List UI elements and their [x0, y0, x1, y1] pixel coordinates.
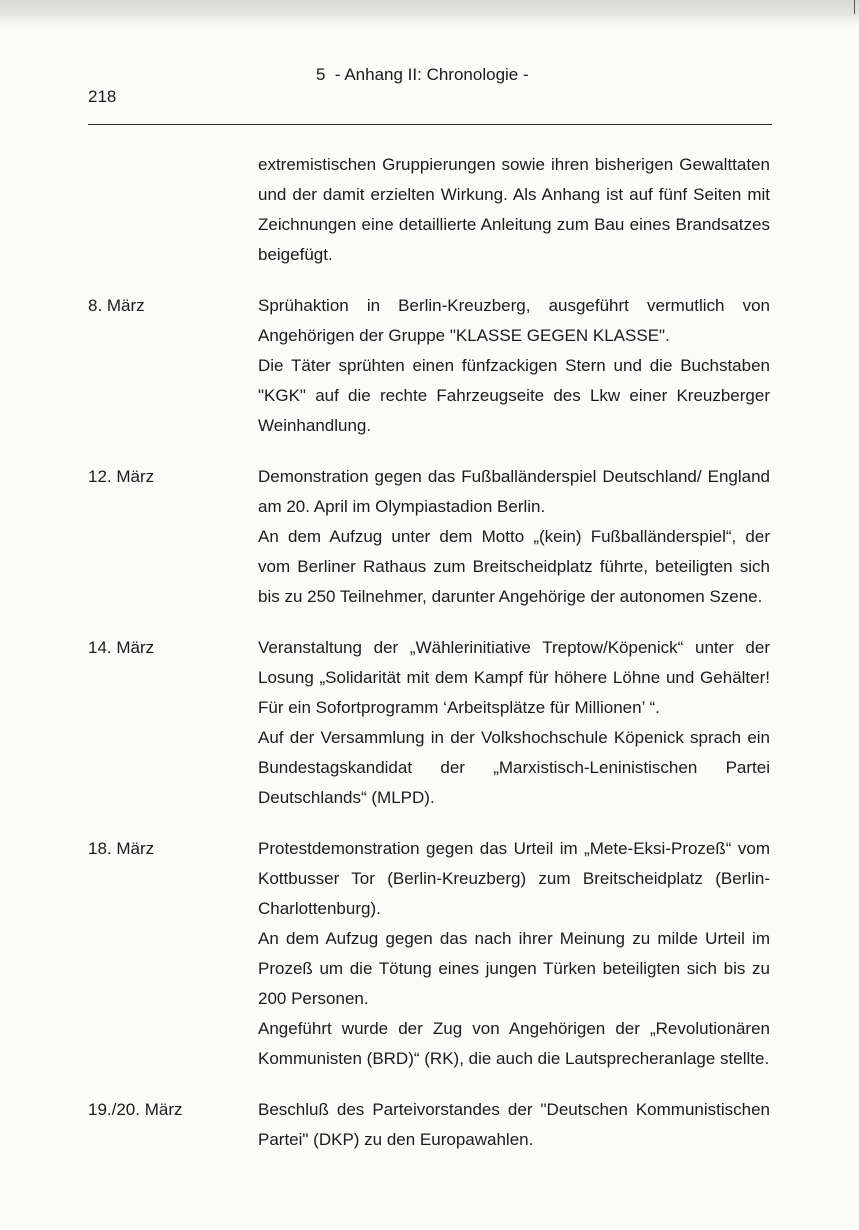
entry-paragraph: An dem Aufzug unter dem Motto „(kein) Fußballänderspiel“, der vom Berliner Rathaus zum Breitscheidplatz führte, beteiligten sich bis zu 250 Teilnehmer, darunter Angehörige der autonomen Szene.	[258, 527, 770, 606]
entry-text	[258, 150, 770, 270]
entry-date: 8. März	[88, 296, 145, 315]
scan-shadow	[0, 0, 859, 26]
entry-text	[258, 291, 770, 441]
entry-text	[258, 1095, 770, 1155]
chronology-entry	[0, 462, 859, 612]
entry-paragraph: Die Täter sprühten einen fünfzackigen Stern und die Buchstaben "KGK" auf die rechte Fahrzeugseite des Lkw einer Kreuzberger Weinhandlung.	[258, 356, 770, 435]
entry-date: 19./20. März	[88, 1100, 183, 1119]
chronology-entry	[0, 633, 859, 813]
entry-paragraph: Sprühaktion in Berlin-Kreuzberg, ausgeführt vermutlich von Angehörigen der Gruppe "KLASSE GEGEN KLASSE".	[258, 296, 770, 345]
entry-paragraph: Veranstaltung der „Wählerinitiative Treptow/Köpenick“ unter der Losung „Solidarität mit dem Kampf für höhere Löhne und Gehälter! Für ein Sofortprogramm ‘Arbeitsplätze für Millionen’ “.	[258, 638, 770, 717]
entry-paragraph: Protestdemonstration gegen das Urteil im „Mete-Eksi-Prozeß“ vom Kottbusser Tor (Berlin-Kreuzberg) zum Breitscheidplatz (Berlin-Charlottenburg).	[258, 839, 770, 918]
entry-paragraph: Demonstration gegen das Fußballänderspiel Deutschland/ England am 20. April im Olympiastadion Berlin.	[258, 467, 770, 516]
entry-text	[258, 462, 770, 612]
entry-date: 14. März	[88, 638, 155, 657]
entry-paragraph: Beschluß des Parteivorstandes der "Deutschen Kommunistischen Partei" (DKP) zu den Europawahlen.	[258, 1100, 770, 1149]
chapter-title: 5 - Anhang II: Chronologie -	[316, 65, 529, 84]
entry-date: 12. März	[88, 467, 155, 486]
entry-date: 18. März	[88, 839, 155, 858]
chronology-entry	[0, 1095, 859, 1155]
entry-paragraph: Angeführt wurde der Zug von Angehörigen der „Revolutionären Kommunisten (BRD)“ (RK), die auch die Lautsprecheranlage stellte.	[258, 1019, 770, 1068]
header-divider	[88, 124, 772, 125]
chronology-list	[0, 150, 859, 1175]
chronology-entry	[0, 150, 859, 270]
entry-text	[258, 633, 770, 813]
chronology-entry	[0, 291, 859, 441]
chronology-entry	[0, 834, 859, 1074]
page-number: 218	[88, 87, 117, 106]
entry-paragraph: Auf der Versammlung in der Volkshochschule Köpenick sprach ein Bundestagskandidat der „Marxistisch-Leninistischen Partei Deutschlands“ (MLPD).	[258, 728, 770, 807]
entry-paragraph: extremistischen Gruppierungen sowie ihren bisherigen Gewalttaten und der damit erzielten Wirkung. Als Anhang ist auf fünf Seiten mit Zeichnungen eine detaillierte Anleitung zum Bau eines Brandsatzes beigefügt.	[258, 155, 770, 264]
entry-text	[258, 834, 770, 1074]
entry-paragraph: An dem Aufzug gegen das nach ihrer Meinung zu milde Urteil im Prozeß um die Tötung eines jungen Türken beteiligten sich bis zu 200 Personen.	[258, 929, 770, 1008]
scan-edge-mark	[854, 0, 855, 14]
